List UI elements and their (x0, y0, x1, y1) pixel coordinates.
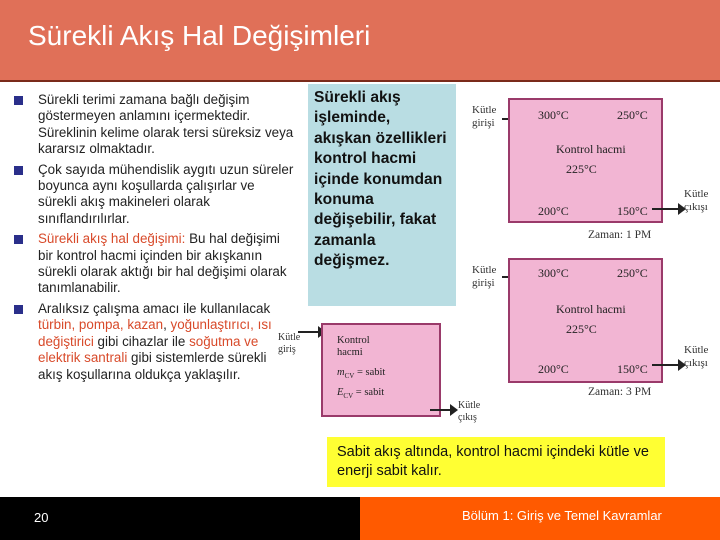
bullet-list (14, 92, 294, 387)
control-volume-box (508, 258, 663, 383)
control-volume-box (508, 98, 663, 223)
bullet-item (14, 92, 294, 158)
bullet-square-icon (14, 305, 23, 314)
slide-title: Sürekli Akış Hal Değişimleri (28, 20, 371, 51)
temp-top-right: 250°C (617, 108, 648, 122)
bullet-text: , (163, 317, 171, 333)
bullet-text: Çok sayıda mühendislik aygıtı uzun süreler boyunca aynı koşullarda çalışırlar ve sürekli akış makineleri olarak sınıflandırılırlar. (38, 161, 294, 226)
mass-inlet-label: Kütle girişi (472, 104, 497, 129)
bullet-item (14, 231, 294, 297)
bullet-square-icon (14, 166, 23, 175)
control-volume-label: Kontrol hacmi (556, 142, 626, 156)
bullet-highlight: yoğunlaştırıcı, ısı değiştirici (38, 317, 272, 349)
note-box: Sabit akış altında, kontrol hacmi içindeki kütle ve enerji sabit kalır. (327, 437, 665, 487)
control-volume-label: Kontrol hacmi (337, 335, 370, 358)
temp-top-right: 250°C (617, 266, 648, 280)
bullet-highlight: Sürekli akış hal değişimi: (38, 231, 186, 247)
bullet-square-icon (14, 96, 23, 105)
page-number: 20 (34, 510, 49, 525)
bullet-text: gibi sistemlerde sürekli akış koşullarına oldukça yaklaşılır. (38, 350, 267, 382)
temp-bottom-left: 200°C (538, 204, 569, 218)
bullet-text: Sürekli terimi zamana bağlı değişim göstermeyen anlamını içermektedir. Süreklinin kelime olarak tersi süreksiz veya kararsız olmaktadır. (38, 92, 294, 157)
footer-left-bar (0, 497, 360, 540)
bullet-highlight: soğutma ve elektrik santrali (38, 333, 259, 366)
energy-cv-eq: $E_{CV}$ = sabit (337, 387, 385, 401)
mass-outlet-label: Kütle çıkışı (684, 188, 709, 213)
control-volume-box (321, 323, 441, 417)
title-bar (0, 0, 720, 82)
outlet-arrow-icon (650, 352, 686, 378)
temp-top-left: 300°C (538, 266, 569, 280)
mass-outlet-label: Kütle çıkış (458, 400, 481, 423)
temp-bottom-right: 150°C (617, 204, 648, 218)
bullet-square-icon (14, 235, 23, 244)
bullet-text: Aralıksız çalışma amacı ile kullanılacak (38, 300, 271, 316)
mass-cv-eq: $m_{CV}$ = sabit (337, 367, 386, 381)
bullet-highlight: türbin, pompa, kazan (38, 317, 164, 333)
temp-bottom-right: 150°C (617, 362, 648, 376)
time-label: Zaman: 1 PM (588, 229, 652, 241)
mass-outlet-label: Kütle çıkışı (684, 344, 709, 369)
temp-top-left: 300°C (538, 108, 569, 122)
control-volume-label: Kontrol hacmi (556, 302, 626, 316)
footer-chapter: Bölüm 1: Giriş ve Temel Kavramlar (462, 508, 662, 523)
temp-center: 225°C (566, 322, 597, 336)
mass-inlet-label: Kütle giriş (278, 332, 301, 355)
outlet-arrow-icon (428, 398, 458, 422)
outlet-arrow-icon (650, 196, 686, 222)
bullet-item (14, 301, 294, 383)
bullet-text: gibi cihazlar ile (93, 333, 190, 349)
mass-inlet-label: Kütle girişi (472, 264, 497, 289)
temp-bottom-left: 200°C (538, 362, 569, 376)
bullet-item (14, 162, 294, 228)
callout-box: Sürekli akış işleminde, akışkan özellikleri kontrol hacmi içinde konumdan konuma değişebilir, fakat zamanla değişmez. (308, 84, 456, 306)
temp-center: 225°C (566, 162, 597, 176)
time-label: Zaman: 3 PM (588, 386, 652, 398)
bullet-text: Bu hal değişimi bir kontrol hacmi içinden bir akışkanın sürekli olarak aktığı bir hal değişimi olarak tanımlanabilir. (38, 231, 287, 296)
